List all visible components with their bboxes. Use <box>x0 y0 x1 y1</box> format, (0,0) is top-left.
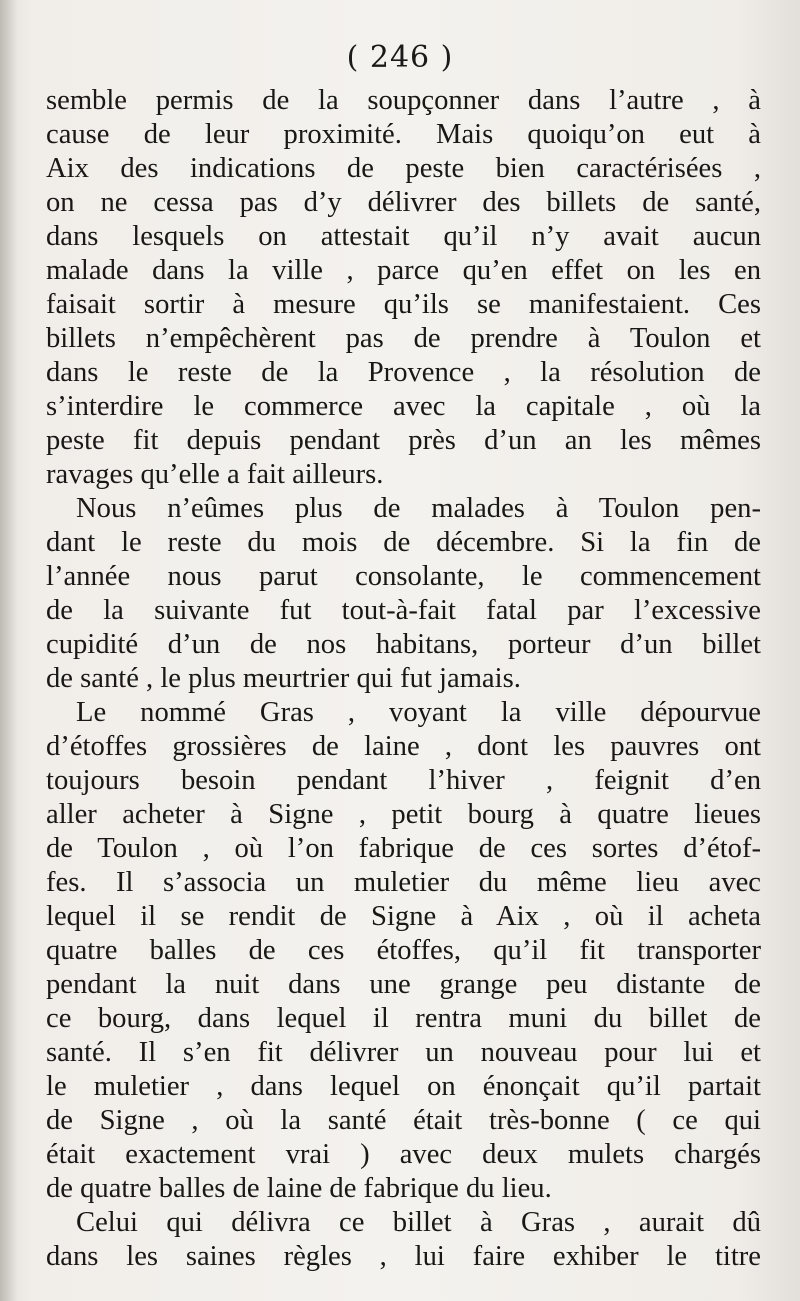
text-line: dans le reste de la Provence , la résolution de <box>46 357 761 388</box>
text-line: on ne cessa pas d’y délivrer des billets de santé, <box>46 187 761 218</box>
spine-shadow <box>0 0 18 1301</box>
text-line: Aix des indications de peste bien caractérisées , <box>46 153 761 184</box>
text-line: malade dans la ville , parce qu’en effet on les en <box>46 255 761 286</box>
text-line: ravages qu’elle a fait ailleurs. <box>46 459 384 490</box>
text-line: lequel il se rendit de Signe à Aix , où il acheta <box>46 901 761 932</box>
text-line: le muletier , dans lequel on énonçait qu’il partait <box>46 1071 761 1102</box>
text-line: d’étoffes grossières de laine , dont les pauvres ont <box>46 731 761 762</box>
text-line: s’interdire le commerce avec la capitale , où la <box>46 391 761 422</box>
text-line: ce bourg, dans lequel il rentra muni du billet de <box>46 1003 761 1034</box>
text-line: santé. Il s’en fit délivrer un nouveau pour lui et <box>46 1037 761 1068</box>
text-line: de la suivante fut tout-à-fait fatal par l’excessive <box>46 595 761 626</box>
text-line: aller acheter à Signe , petit bourg à quatre lieues <box>46 799 761 830</box>
text-line: de santé , le plus meurtrier qui fut jamais. <box>46 663 521 694</box>
text-line: de Signe , où la santé était très-bonne ( ce qui <box>46 1105 761 1136</box>
text-line: quatre balles de ces étoffes, qu’il fit transporter <box>46 935 761 966</box>
text-line: fes. Il s’associa un muletier du même lieu avec <box>46 867 761 898</box>
text-line: semble permis de la soupçonner dans l’autre , à <box>46 85 761 116</box>
text-line: de Toulon , où l’on fabrique de ces sortes d’étof- <box>46 833 761 864</box>
text-line: de quatre balles de laine de fabrique du lieu. <box>46 1173 552 1204</box>
text-line: billets n’empêchèrent pas de prendre à Toulon et <box>46 323 761 354</box>
page-number: ( 246 ) <box>346 40 454 75</box>
text-line: dant le reste du mois de décembre. Si la fin de <box>46 527 761 558</box>
text-line: Le nommé Gras , voyant la ville dépourvue <box>76 697 761 728</box>
text-line: cupidité d’un de nos habitans, porteur d’un billet <box>46 629 761 660</box>
text-line: pendant la nuit dans une grange peu distante de <box>46 969 761 1000</box>
text-line: faisait sortir à mesure qu’ils se manifestaient. Ces <box>46 289 761 320</box>
text-line: était exactement vrai ) avec deux mulets chargés <box>46 1139 761 1170</box>
text-line: Celui qui délivra ce billet à Gras , aurait dû <box>76 1207 761 1238</box>
body-text <box>46 84 761 1274</box>
text-line: peste fit depuis pendant près d’un an les mêmes <box>46 425 761 456</box>
text-line: dans lesquels on attestait qu’il n’y avait aucun <box>46 221 761 252</box>
text-line: Nous n’eûmes plus de malades à Toulon pen- <box>76 493 761 524</box>
text-line: l’année nous parut consolante, le commencement <box>46 561 761 592</box>
text-line: cause de leur proximité. Mais quoiqu’on eut à <box>46 119 761 150</box>
text-line: dans les saines règles , lui faire exhiber le titre <box>46 1241 761 1272</box>
text-line: toujours besoin pendant l’hiver , feignit d’en <box>46 765 761 796</box>
